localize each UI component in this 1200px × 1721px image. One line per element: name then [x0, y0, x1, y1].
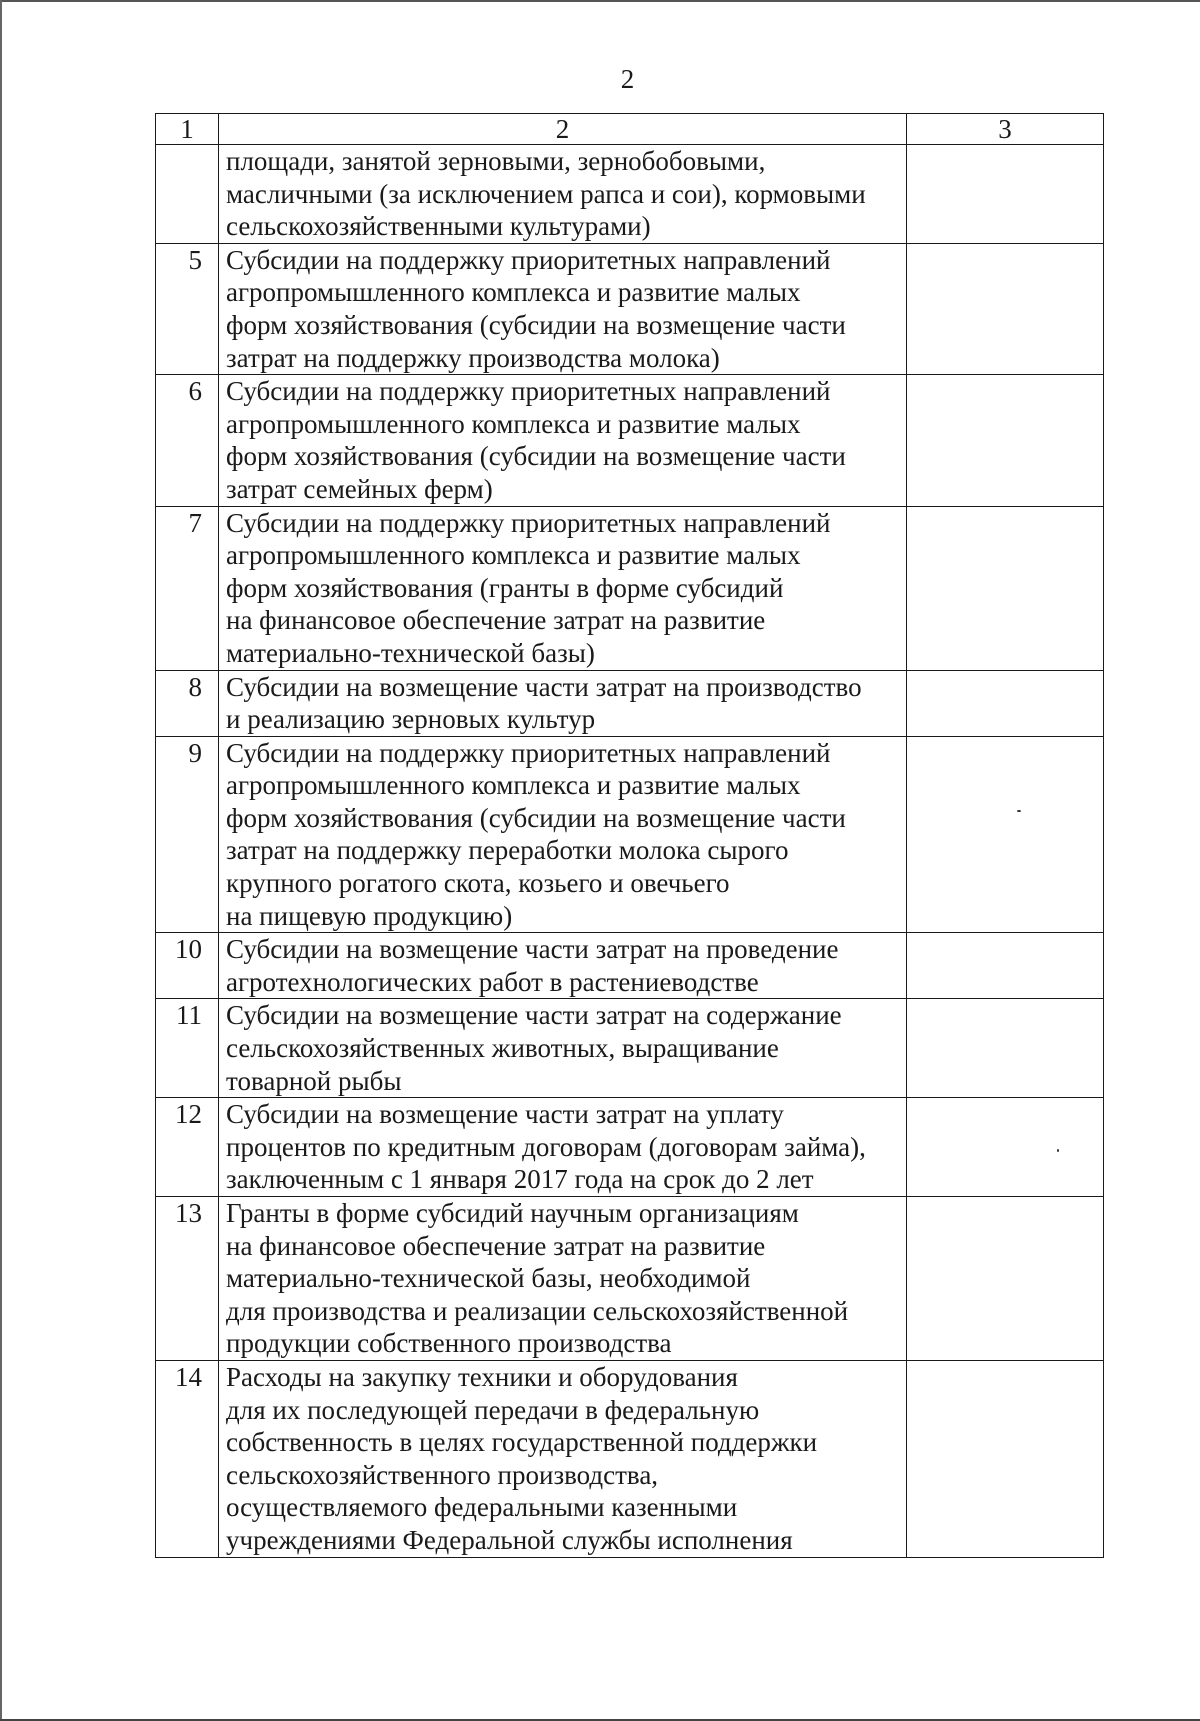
- description-line: затрат на поддержку переработки молока сырого: [226, 835, 789, 866]
- table-row: [156, 506, 1104, 670]
- description-line: Субсидии на поддержку приоритетных направлений: [226, 737, 831, 768]
- row-number: 14: [156, 1360, 219, 1557]
- description-line: процентов по кредитным договорам (договорам займа),: [226, 1131, 866, 1162]
- page-number: 2: [620, 64, 635, 94]
- description-line: форм хозяйствования (субсидии на возмещение части: [226, 802, 846, 833]
- row-col-3-empty: [907, 145, 1104, 244]
- description-line: на финансовое обеспечение затрат на развитие: [226, 605, 766, 636]
- row-number: 10: [156, 933, 219, 999]
- scan-edge-left: [0, 0, 2, 1721]
- row-col-3-empty: [907, 999, 1104, 1098]
- row-description: [219, 999, 907, 1098]
- row-description: [219, 933, 907, 999]
- description-line: Субсидии на поддержку приоритетных направлений: [226, 244, 831, 275]
- description-line: сельскохозяйственных животных, выращивание: [226, 1033, 779, 1064]
- description-line: материально-технической базы, необходимой: [226, 1263, 751, 1294]
- description-line: площади, занятой зерновыми, зернобобовыми,: [226, 146, 766, 176]
- description-line: на финансовое обеспечение затрат на развитие: [226, 1230, 766, 1261]
- row-col-3-empty: [907, 506, 1104, 670]
- subsidy-table: [155, 113, 1104, 1558]
- description-line: агропромышленного комплекса и развитие малых: [226, 408, 801, 439]
- row-col-3-empty: [907, 1197, 1104, 1361]
- description-line: продукции собственного производства: [226, 1328, 672, 1359]
- row-description: [219, 1360, 907, 1557]
- header-col-2: 2: [219, 114, 907, 145]
- description-line: материально-технической базы): [226, 637, 595, 668]
- table-row: [156, 1098, 1104, 1197]
- table-row: [156, 145, 1104, 244]
- description-line: учреждениями Федеральной службы исполнения: [226, 1524, 793, 1555]
- description-line: Субсидии на поддержку приоритетных направлений: [226, 376, 831, 407]
- row-col-3-empty: [907, 933, 1104, 999]
- row-number: 13: [156, 1197, 219, 1361]
- row-col-3-empty: [907, 243, 1104, 374]
- description-line: агропромышленного комплекса и развитие малых: [226, 277, 801, 308]
- table-row: [156, 243, 1104, 374]
- row-number: 8: [156, 670, 219, 736]
- row-number: 12: [156, 1098, 219, 1197]
- description-line: сельскохозяйственного производства,: [226, 1459, 659, 1490]
- description-line: агротехнологических работ в растениеводстве: [226, 966, 759, 997]
- scan-speck: [1017, 810, 1021, 812]
- description-line: затрат на поддержку производства молока): [226, 342, 720, 373]
- row-description: [219, 1098, 907, 1197]
- description-line: Субсидии на возмещение части затрат на содержание: [226, 1000, 842, 1031]
- table-row: [156, 736, 1104, 933]
- row-description: [219, 736, 907, 933]
- description-line: сельскохозяйственными культурами): [226, 211, 651, 242]
- row-description: [219, 145, 907, 244]
- table-row: [156, 670, 1104, 736]
- description-line: заключенным с 1 января 2017 года на срок до 2 лет: [226, 1164, 814, 1195]
- description-line: для их последующей передачи в федеральную: [226, 1394, 760, 1425]
- description-line: Субсидии на возмещение части затрат на уплату: [226, 1099, 784, 1130]
- table-header-row: [156, 114, 1104, 145]
- table-row: [156, 1360, 1104, 1557]
- description-line: затрат семейных ферм): [226, 473, 493, 504]
- row-col-3-empty: [907, 1098, 1104, 1197]
- row-col-3-empty: [907, 670, 1104, 736]
- description-line: форм хозяйствования (гранты в форме субсидий: [226, 572, 784, 603]
- row-number: 5: [156, 243, 219, 374]
- description-line: форм хозяйствования (субсидии на возмещение части: [226, 309, 846, 340]
- row-col-3-empty: [907, 375, 1104, 506]
- description-line: форм хозяйствования (субсидии на возмещение части: [226, 441, 846, 472]
- row-col-3-empty: [907, 1360, 1104, 1557]
- row-description: [219, 1197, 907, 1361]
- description-line: Субсидии на возмещение части затрат на проведение: [226, 934, 839, 965]
- description-line: для производства и реализации сельскохозяйственной: [226, 1295, 849, 1326]
- description-line: агропромышленного комплекса и развитие малых: [226, 540, 801, 571]
- description-line: крупного рогатого скота, козьего и овечьего: [226, 868, 730, 899]
- table-row: [156, 375, 1104, 506]
- description-line: Расходы на закупку техники и оборудования: [226, 1361, 738, 1392]
- description-line: агропромышленного комплекса и развитие малых: [226, 770, 801, 801]
- description-line: на пищевую продукцию): [226, 900, 513, 931]
- row-col-3-empty: [907, 736, 1104, 933]
- row-number: 11: [156, 999, 219, 1098]
- description-line: масличными (за исключением рапса и сои), кормовыми: [226, 178, 866, 209]
- description-line: Субсидии на возмещение части затрат на производство: [226, 671, 862, 702]
- row-description: [219, 243, 907, 374]
- table-row: [156, 999, 1104, 1098]
- description-line: товарной рыбы: [226, 1065, 402, 1096]
- scan-edge-top: [0, 0, 1200, 2]
- description-line: Гранты в форме субсидий научным организациям: [226, 1198, 799, 1228]
- scan-speck: [1057, 1149, 1059, 1152]
- row-number: 7: [156, 506, 219, 670]
- row-description: [219, 375, 907, 506]
- description-line: собственность в целях государственной поддержки: [226, 1427, 818, 1458]
- row-description: [219, 670, 907, 736]
- row-number: 6: [156, 375, 219, 506]
- description-line: осуществляемого федеральными казенными: [226, 1492, 738, 1523]
- table-row: [156, 1197, 1104, 1361]
- header-col-1: 1: [156, 114, 219, 145]
- row-number: 9: [156, 736, 219, 933]
- description-line: и реализацию зерновых культур: [226, 704, 596, 735]
- table-row: [156, 933, 1104, 999]
- header-col-3: 3: [907, 114, 1104, 145]
- description-line: Субсидии на поддержку приоритетных направлений: [226, 507, 831, 538]
- row-description: [219, 506, 907, 670]
- row-number: [156, 145, 219, 244]
